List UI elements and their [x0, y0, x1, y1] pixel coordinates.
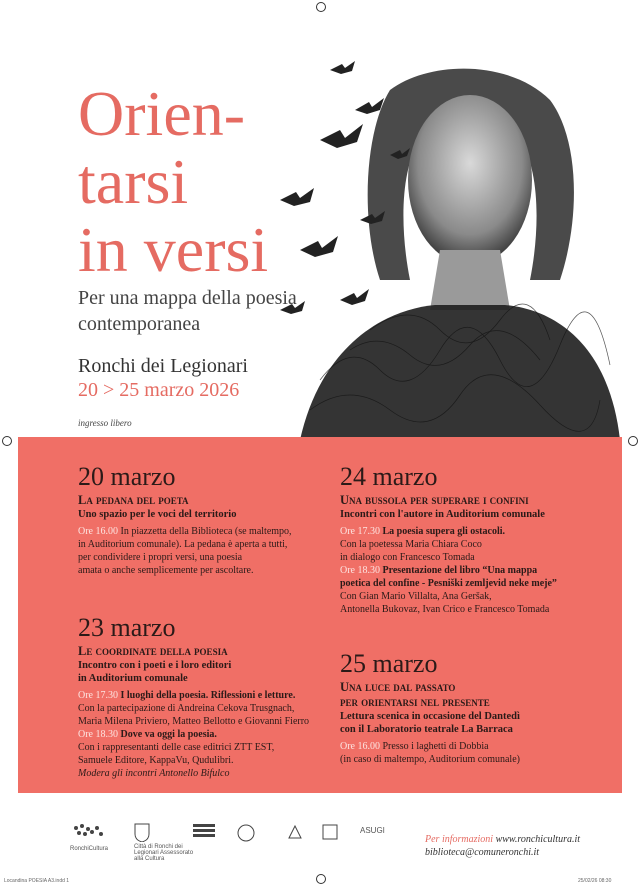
event-text: Samuele Editore, KappaVu, Qudulibri. — [78, 755, 234, 766]
poster-subtitle — [78, 285, 297, 337]
logo-label: RonchiCultura — [70, 846, 109, 852]
event-title: Una bussola per superare i confini — [340, 493, 529, 507]
event-text: Con i rappresentanti delle case editrici ZTT EST, — [78, 742, 275, 753]
event-date: 24 marzo — [340, 462, 438, 491]
event-time: Ore 18.30 — [340, 565, 380, 576]
moderator-note: Modera gli incontri Antonello Bifulco — [78, 768, 230, 779]
event-text: in dialogo con Francesco Tomada — [340, 552, 475, 563]
crop-mark-bottom — [316, 874, 326, 884]
sistema-bibliotecario-logo — [192, 822, 232, 856]
event-23-marzo — [78, 614, 348, 780]
event-subtitle: Incontro con i poeti e i loro editori — [78, 660, 232, 671]
event-time: Ore 17.30 — [78, 690, 118, 701]
talk-title: poetica del confine - Pesniški zemljevid neke meje” — [340, 578, 557, 589]
event-subtitle: Incontri con l'autore in Auditorium comunale — [340, 509, 545, 520]
talk-title: Dove va oggi la poesia. — [120, 729, 217, 740]
event-subtitle: Uno spazio per le voci del territorio — [78, 509, 237, 520]
poster-title — [78, 80, 268, 284]
event-date: 25 marzo — [340, 649, 438, 678]
entry-note: ingresso libero — [78, 418, 132, 428]
event-subtitle: Lettura scenica in occasione del Dantedì — [340, 711, 520, 722]
contact-info — [425, 833, 580, 859]
comune-logo — [134, 822, 194, 862]
partner-logo — [285, 822, 315, 856]
event-title: Le coordinate della poesia — [78, 644, 228, 658]
partner-logo — [320, 822, 350, 856]
talk-title: I luoghi della poesia. Riflessioni e letture. — [120, 690, 296, 701]
crop-mark-right — [628, 436, 638, 446]
event-25-marzo — [340, 650, 610, 766]
ronchicultura-logo — [70, 822, 130, 856]
event-text: Maria Milena Priviero, Matteo Bellotto e Giovanni Fierro — [78, 716, 310, 727]
event-time: Ore 17.30 — [340, 526, 380, 537]
event-text: Presso i laghetti di Dobbia — [382, 741, 489, 752]
asugi-logo — [360, 822, 400, 856]
website-link[interactable]: www.ronchicultura.it — [495, 834, 581, 845]
talk-title: Presentazione del libro “Una mappa — [382, 565, 538, 576]
event-place: Ronchi dei Legionari — [78, 355, 248, 377]
event-date: 20 marzo — [78, 462, 176, 491]
event-text: In piazzetta della Biblioteca (se maltempo, — [120, 526, 292, 537]
event-text: (in caso di maltempo, Auditorium comunale) — [340, 754, 520, 765]
event-dates: 20 > 25 marzo 2026 — [78, 379, 240, 401]
event-20-marzo — [78, 463, 318, 577]
event-description — [78, 525, 318, 577]
event-text: Con Gian Mario Villalta, Ana Geršak, — [340, 591, 492, 602]
logo-label: Città di Ronchi dei Legionari Assessorato alla Cultura — [134, 844, 194, 862]
subtitle-line-1: Per una mappa della poesia — [78, 287, 297, 309]
title-line-1: Orien- — [78, 78, 246, 149]
portrait-illustration — [260, 50, 620, 440]
event-description — [340, 740, 610, 766]
event-time: Ore 16.00 — [340, 741, 380, 752]
event-title: La pedana del poeta — [78, 493, 189, 507]
title-line-3: in versi — [78, 214, 269, 285]
event-text: Antonella Bukovaz, Ivan Crico e Francesco Tomada — [340, 604, 550, 615]
logo-label: ASUGI — [360, 826, 385, 835]
subtitle-line-2: contemporanea — [78, 313, 201, 335]
event-text: amata o anche semplicemente per ascoltare. — [78, 565, 254, 576]
event-24-marzo — [340, 463, 610, 616]
event-time: Ore 16.00 — [78, 526, 118, 537]
event-title: Una luce dal passato — [340, 680, 456, 694]
partner-logo — [235, 822, 275, 856]
event-text: in Auditorium comunale). La pedana è aperta a tutti, — [78, 539, 288, 550]
email-link[interactable]: biblioteca@comuneronchi.it — [425, 847, 540, 858]
event-title: per orientarsi nel presente — [340, 695, 490, 709]
info-label: Per informazioni — [425, 834, 494, 845]
talk-title: La poesia supera gli ostacoli. — [382, 526, 506, 537]
crop-mark-top — [316, 2, 326, 12]
event-text: per condividere i propri versi, una poesia — [78, 552, 243, 563]
event-description — [78, 689, 348, 780]
event-date: 23 marzo — [78, 613, 176, 642]
event-subtitle: con il Laboratorio teatrale La Barraca — [340, 724, 513, 735]
print-slug-right: 25/02/26 08:30 — [578, 878, 612, 884]
event-text: Con la partecipazione di Andreina Cekova Trusgnach, — [78, 703, 295, 714]
event-subtitle: in Auditorium comunale — [78, 673, 188, 684]
event-description — [340, 525, 610, 616]
crop-mark-left — [2, 436, 12, 446]
event-time: Ore 18.30 — [78, 729, 118, 740]
print-slug-left: Locandina POESIA A3.indd 1 — [4, 878, 70, 884]
event-text: Con la poetessa Maria Chiara Coco — [340, 539, 482, 550]
title-line-2: tarsi — [78, 146, 189, 217]
